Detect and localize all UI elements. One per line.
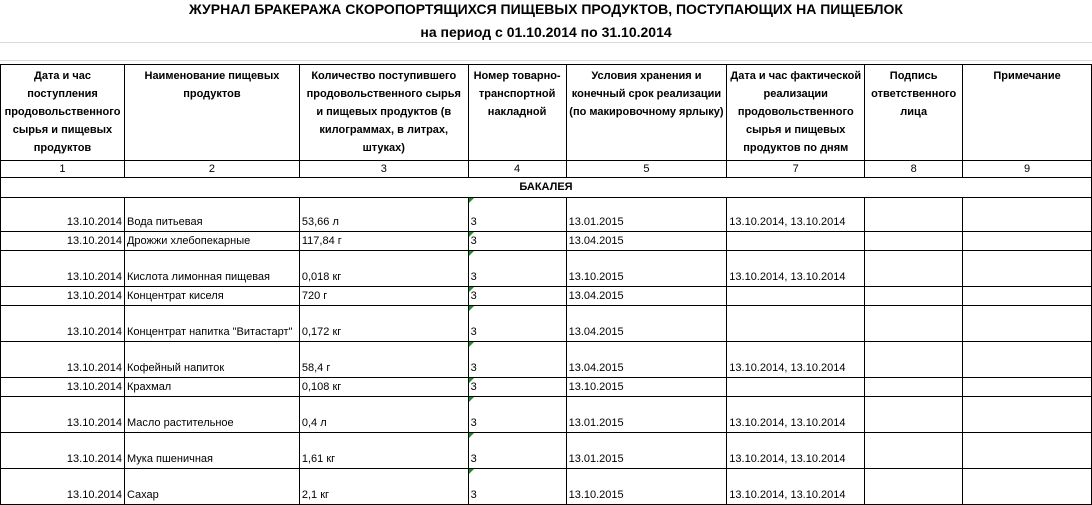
number-as-text-indicator-icon [469,342,474,347]
invoice-cell-text: 3 [470,271,477,283]
number-as-text-indicator-icon [469,306,474,311]
invoice-cell[interactable] [468,251,566,287]
expiry-cell-text: 13.10.2015 [568,381,624,393]
invoice-cell-text: 3 [470,235,477,247]
date-cell-text: 13.10.2014 [66,362,122,374]
expiry-cell[interactable] [566,397,727,433]
col-header-signature: Подпись ответственного лица [865,65,963,161]
date-cell[interactable] [1,433,125,469]
note-cell[interactable] [963,342,1092,378]
realization-cell[interactable] [727,378,865,397]
quantity-cell-text: 117,84 г [301,235,342,247]
date-cell-text: 13.10.2014 [66,381,122,393]
signature-cell[interactable] [865,342,963,378]
section-bakaleya: БАКАЛЕЯ [1,178,1092,198]
product-name-cell[interactable] [124,306,299,342]
expiry-cell[interactable] [566,306,727,342]
product-name-cell[interactable] [124,433,299,469]
expiry-cell[interactable] [566,342,727,378]
date-cell-text: 13.10.2014 [66,453,122,465]
number-as-text-indicator-icon [469,469,474,474]
product-name-cell[interactable] [124,287,299,306]
date-cell-text: 13.10.2014 [66,235,122,247]
realization-cell[interactable] [727,232,865,251]
realization-cell[interactable] [727,198,865,232]
number-as-text-indicator-icon [469,378,474,383]
col-header-arrival-date: Дата и час поступления продовольственного сырья и пищевых продуктов [1,65,125,161]
table-row [1,397,1092,433]
quantity-cell-text: 58,4 г [301,362,331,374]
note-cell[interactable] [963,433,1092,469]
signature-cell[interactable] [865,433,963,469]
signature-cell[interactable] [865,397,963,433]
date-cell[interactable] [1,232,125,251]
expiry-cell-text: 13.04.2015 [568,326,624,338]
col-number: 1 [1,161,125,178]
date-cell-text: 13.10.2014 [66,271,122,283]
table-row [1,232,1092,251]
date-cell[interactable] [1,198,125,232]
quantity-cell-text: 1,61 кг [301,453,336,465]
product-name-cell[interactable] [124,469,299,505]
journal-table [0,64,1092,505]
product-name-cell[interactable] [124,251,299,287]
table-row [1,198,1092,232]
table-row [1,287,1092,306]
number-as-text-indicator-icon [469,251,474,256]
realization-cell[interactable] [727,433,865,469]
realization-cell-text: 13.10.2014, 13.10.2014 [729,362,846,374]
quantity-cell-text: 53,66 л [301,216,339,228]
date-cell-text: 13.10.2014 [66,290,122,302]
expiry-cell-text: 13.01.2015 [568,453,624,465]
invoice-cell-text: 3 [470,489,477,501]
section-row [1,178,1092,198]
col-header-note: Примечание [963,65,1092,161]
product-name-cell-text: Вода питьевая [126,216,203,228]
quantity-cell-text: 0,172 кг [301,326,342,338]
col-header-quantity: Количество поступившего продовольственного сырья и пищевых продуктов (в килограммах, в литрах, штуках) [299,65,468,161]
quantity-cell[interactable] [299,433,468,469]
invoice-cell[interactable] [468,287,566,306]
date-cell-text: 13.10.2014 [66,417,122,429]
expiry-cell[interactable] [566,433,727,469]
date-cell[interactable] [1,378,125,397]
quantity-cell[interactable] [299,397,468,433]
table-row [1,306,1092,342]
quantity-cell-text: 2,1 кг [301,489,330,501]
note-cell[interactable] [963,198,1092,232]
quantity-cell[interactable] [299,251,468,287]
signature-cell[interactable] [865,251,963,287]
product-name-cell-text: Дрожжи хлебопекарные [126,235,251,247]
quantity-cell-text: 0,108 кг [301,381,342,393]
product-name-cell-text: Мука пшеничная [126,453,213,465]
date-cell[interactable] [1,287,125,306]
date-cell[interactable] [1,342,125,378]
product-name-cell-text: Кислота лимонная пищевая [126,271,271,283]
col-number: 5 [566,161,727,178]
product-name-cell[interactable] [124,378,299,397]
col-number: 2 [124,161,299,178]
realization-cell[interactable] [727,469,865,505]
invoice-cell-text: 3 [470,326,477,338]
note-cell[interactable] [963,306,1092,342]
number-as-text-indicator-icon [469,198,474,203]
signature-cell[interactable] [865,306,963,342]
product-name-cell[interactable] [124,342,299,378]
note-cell[interactable] [963,232,1092,251]
invoice-cell-text: 3 [470,216,477,228]
product-name-cell-text: Кофейный напиток [126,362,225,374]
realization-cell[interactable] [727,306,865,342]
expiry-cell[interactable] [566,198,727,232]
realization-cell-text: 13.10.2014, 13.10.2014 [729,417,846,429]
product-name-cell-text: Сахар [126,489,159,501]
table-row [1,433,1092,469]
quantity-cell-text: 0,018 кг [301,271,342,283]
product-name-cell[interactable] [124,232,299,251]
invoice-cell-text: 3 [470,381,477,393]
sheet-gridline [0,42,1092,43]
date-cell-text: 13.10.2014 [66,326,122,338]
number-as-text-indicator-icon [469,287,474,292]
realization-cell-text: 13.10.2014, 13.10.2014 [729,271,846,283]
period-subtitle: на период с 01.10.2014 по 31.10.2014 [420,24,672,40]
col-number: 9 [963,161,1092,178]
number-as-text-indicator-icon [469,232,474,237]
table-row [1,469,1092,505]
expiry-cell-text: 13.10.2015 [568,271,624,283]
invoice-cell[interactable] [468,397,566,433]
col-number: 4 [468,161,566,178]
realization-cell-text: 13.10.2014, 13.10.2014 [729,489,846,501]
signature-cell[interactable] [865,287,963,306]
table-row [1,342,1092,378]
invoice-cell[interactable] [468,232,566,251]
realization-cell[interactable] [727,397,865,433]
sheet-gridline [0,60,1092,61]
invoice-cell-text: 3 [470,453,477,465]
expiry-cell[interactable] [566,232,727,251]
table-row [1,378,1092,397]
signature-cell[interactable] [865,198,963,232]
journal-title: ЖУРНАЛ БРАКЕРАЖА СКОРОПОРТЯЩИХСЯ ПИЩЕВЫХ ПРОДУКТОВ, ПОСТУПАЮЩИХ НА ПИЩЕБЛОК [189,1,903,17]
invoice-cell-text: 3 [470,362,477,374]
realization-cell-text: 13.10.2014, 13.10.2014 [729,216,846,228]
col-header-product-name: Наименование пищевых продуктов [124,65,299,161]
rows-body [1,198,1092,505]
col-number: 3 [299,161,468,178]
column-numbers-row [1,161,1092,178]
expiry-cell-text: 13.01.2015 [568,216,624,228]
number-as-text-indicator-icon [469,433,474,438]
col-number: 8 [865,161,963,178]
quantity-cell[interactable] [299,342,468,378]
quantity-cell-text: 720 г [301,290,328,302]
expiry-cell[interactable] [566,251,727,287]
realization-cell-text: 13.10.2014, 13.10.2014 [729,453,846,465]
quantity-cell[interactable] [299,306,468,342]
invoice-cell[interactable] [468,342,566,378]
note-cell[interactable] [963,397,1092,433]
date-cell-text: 13.10.2014 [66,216,122,228]
expiry-cell-text: 13.04.2015 [568,290,624,302]
invoice-cell-text: 3 [470,290,477,302]
invoice-cell[interactable] [468,378,566,397]
product-name-cell-text: Концентрат напитка "Витастарт" [126,326,293,338]
note-cell[interactable] [963,287,1092,306]
expiry-cell[interactable] [566,378,727,397]
expiry-cell-text: 13.04.2015 [568,362,624,374]
expiry-cell-text: 13.01.2015 [568,417,624,429]
invoice-cell-text: 3 [470,417,477,429]
signature-cell[interactable] [865,378,963,397]
number-as-text-indicator-icon [469,397,474,402]
invoice-cell[interactable] [468,306,566,342]
col-number: 7 [727,161,865,178]
invoice-cell[interactable] [468,469,566,505]
table-row [1,251,1092,287]
header-row [1,65,1092,161]
invoice-cell[interactable] [468,433,566,469]
quantity-cell[interactable] [299,378,468,397]
expiry-cell-text: 13.04.2015 [568,235,624,247]
date-cell[interactable] [1,469,125,505]
quantity-cell[interactable] [299,232,468,251]
expiry-cell-text: 13.10.2015 [568,489,624,501]
product-name-cell[interactable] [124,397,299,433]
product-name-cell-text: Масло растительное [126,417,234,429]
note-cell[interactable] [963,469,1092,505]
col-header-storage-expiry: Условия хранения и конечный срок реализации (по макировочному ярлыку) [566,65,727,161]
date-cell[interactable] [1,251,125,287]
quantity-cell[interactable] [299,287,468,306]
date-cell-text: 13.10.2014 [66,489,122,501]
product-name-cell[interactable] [124,198,299,232]
note-cell[interactable] [963,378,1092,397]
signature-cell[interactable] [865,469,963,505]
col-header-realization-date: Дата и час фактической реализации продовольственного сырья и пищевых продуктов по дням [727,65,865,161]
quantity-cell[interactable] [299,469,468,505]
col-header-invoice-number: Номер товарно-транспортной накладной [468,65,566,161]
realization-cell[interactable] [727,251,865,287]
date-cell[interactable] [1,397,125,433]
realization-cell[interactable] [727,287,865,306]
quantity-cell-text: 0,4 л [301,417,327,429]
note-cell[interactable] [963,251,1092,287]
quantity-cell[interactable] [299,198,468,232]
realization-cell[interactable] [727,342,865,378]
expiry-cell[interactable] [566,287,727,306]
invoice-cell[interactable] [468,198,566,232]
expiry-cell[interactable] [566,469,727,505]
product-name-cell-text: Крахмал [126,381,172,393]
date-cell[interactable] [1,306,125,342]
signature-cell[interactable] [865,232,963,251]
product-name-cell-text: Концентрат киселя [126,290,224,302]
